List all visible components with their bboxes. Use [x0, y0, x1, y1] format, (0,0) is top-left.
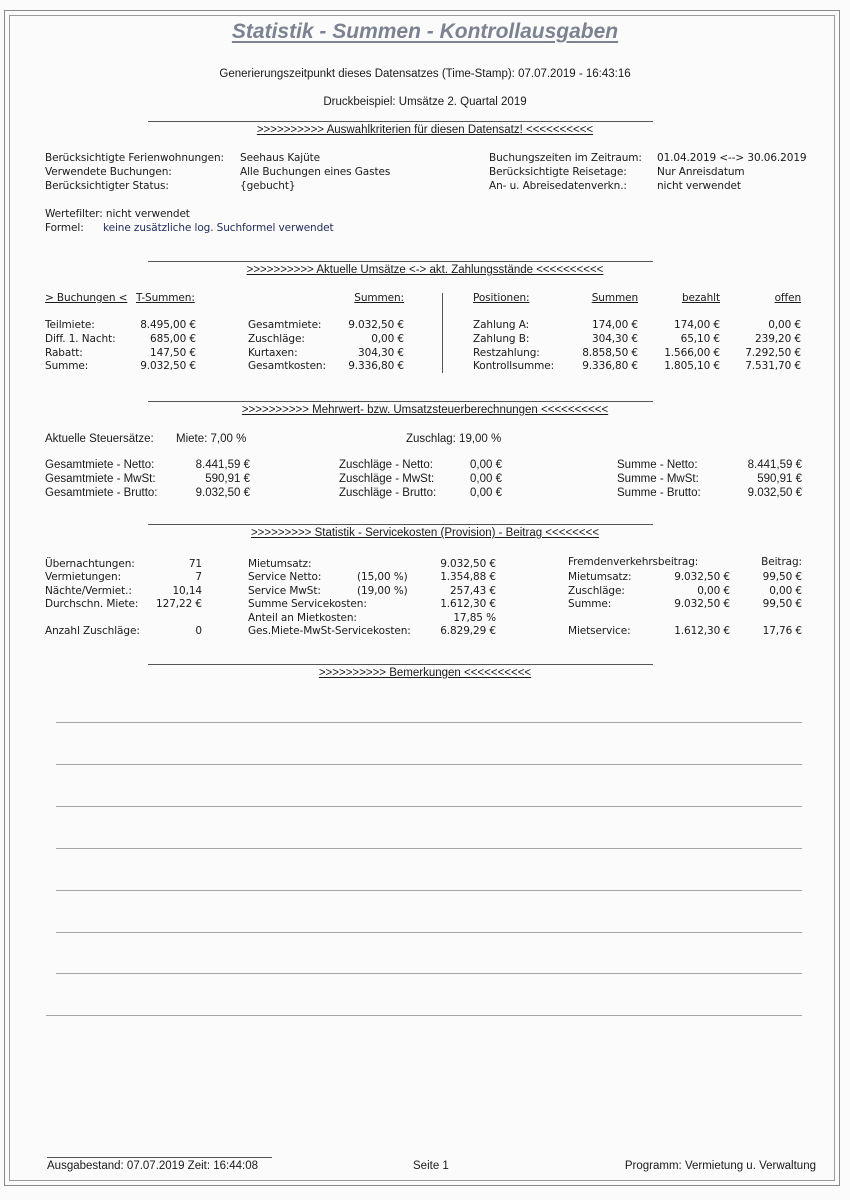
section-heading-criteria: >>>>>>>>>> Auswahlkriterien für diesen Datensatz! <<<<<<<<<< — [256, 124, 594, 136]
tourism-value: 9.032,50 € — [674, 598, 730, 611]
payment-open: 0,00 € — [768, 319, 801, 331]
service-label: Ges.Miete-MwSt-Servicekosten: — [248, 625, 411, 637]
tax-rates-label: Aktuelle Steuersätze: — [45, 433, 154, 445]
tourism-label: Mietumsatz: — [568, 571, 632, 584]
total-tax-label: Summe - Netto: — [617, 459, 698, 471]
remark-line — [56, 973, 802, 974]
stat-label: Nächte/Vermiet.: — [45, 584, 132, 597]
service-label: Service MwSt: — [248, 584, 321, 597]
column-header-bookings: > Buchungen < — [45, 292, 128, 304]
surcharge-tax-label: Zuschläge - Brutto: — [339, 487, 437, 499]
criteria-label: Buchungszeiten im Zeitraum: — [489, 152, 642, 164]
rent-tax-value: 590,91 € — [205, 473, 250, 485]
criteria-value: {gebucht} — [240, 180, 296, 192]
service-value: 17,85 % — [453, 611, 496, 624]
total-tax-value: 590,91 € — [757, 473, 802, 485]
stat-value: 10,14 — [172, 584, 202, 597]
criteria-value: nicht verwendet — [657, 180, 741, 192]
tsum-label: Summe: — [45, 360, 89, 373]
remark-line — [56, 806, 802, 807]
service-label: Anteil an Mietkosten: — [248, 611, 357, 624]
formula-value: keine zusätzliche log. Suchformel verwendet — [103, 222, 334, 234]
stat-label: Vermietungen: — [45, 571, 122, 584]
service-percent: (19,00 %) — [357, 584, 408, 597]
stat-value: 127,22 € — [156, 598, 202, 611]
tourism-fee: 17,76 € — [762, 625, 802, 637]
criteria-label: Berücksichtigte Ferienwohnungen: — [45, 152, 224, 164]
surcharge-tax-label: Zuschläge - MwSt: — [339, 473, 435, 485]
section-heading-service: >>>>>>>>> Statistik - Servicekosten (Provision) - Beitrag <<<<<<<< — [250, 527, 600, 539]
rent-tax-label: Gesamtmiete - Brutto: — [45, 487, 158, 499]
divider — [148, 261, 653, 262]
tourism-label: Mietservice: — [568, 625, 631, 637]
tourism-value: 0,00 € — [697, 584, 730, 597]
payment-label: Zahlung B: — [473, 332, 530, 345]
column-header-sums: Summen: — [354, 292, 404, 304]
rent-tax-label: Gesamtmiete - MwSt: — [45, 473, 156, 485]
sum-value: 9.032,50 € — [348, 319, 404, 331]
service-value: 6.829,29 € — [440, 625, 496, 637]
remark-line — [56, 764, 802, 765]
column-header-tsums: T-Summen: — [136, 292, 195, 304]
payment-label: Zahlung A: — [473, 319, 530, 331]
service-value: 1.612,30 € — [440, 598, 496, 611]
criteria-value: Seehaus Kajüte — [240, 152, 321, 164]
column-separator — [442, 293, 443, 373]
value-filter-line: Wertefilter: nicht verwendet — [45, 208, 190, 220]
rent-tax-label: Gesamtmiete - Netto: — [45, 459, 155, 471]
criteria-label: Verwendete Buchungen: — [45, 166, 172, 178]
sum-label: Gesamtkosten: — [248, 360, 326, 373]
tourism-fee: 99,50 € — [762, 598, 802, 611]
column-header-summen: Summen — [591, 292, 638, 304]
tsum-value: 8.495,00 € — [140, 319, 196, 331]
tsum-value: 9.032,50 € — [140, 360, 196, 373]
stat-value: 7 — [195, 571, 202, 584]
remark-line — [56, 890, 802, 891]
tourism-fee: 0,00 € — [769, 584, 802, 597]
remark-line — [56, 848, 802, 849]
surcharge-tax-label: Zuschläge - Netto: — [339, 459, 433, 471]
tsum-value: 685,00 € — [150, 332, 196, 345]
surcharge-tax-value: 0,00 € — [470, 473, 502, 485]
total-tax-value: 9.032,50 € — [747, 487, 802, 499]
column-header-paid: bezahlt — [681, 292, 720, 304]
service-label: Mietumsatz: — [248, 558, 312, 570]
payment-paid: 65,10 € — [680, 332, 720, 345]
remark-line — [56, 932, 802, 933]
tsum-label: Rabatt: — [45, 346, 83, 359]
tsum-label: Teilmiete: — [45, 319, 95, 331]
criteria-value: 01.04.2019 <--> 30.06.2019 — [657, 152, 807, 164]
section-heading-sales: >>>>>>>>>> Aktuelle Umsätze <-> akt. Zahlungsstände <<<<<<<<<< — [246, 264, 604, 276]
column-header-open: offen — [774, 292, 801, 304]
stat-value: 71 — [188, 558, 202, 570]
payment-sum: 9.336,80 € — [582, 360, 638, 373]
tourism-label: Summe: — [568, 598, 612, 611]
section-heading-remarks: >>>>>>>>>> Bemerkungen <<<<<<<<<< — [318, 667, 532, 679]
payment-paid: 1.566,00 € — [664, 346, 720, 359]
service-percent: (15,00 %) — [357, 571, 408, 584]
criteria-label: Berücksichtigte Reisetage: — [489, 166, 627, 178]
sum-value: 304,30 € — [358, 346, 404, 359]
criteria-label: Berücksichtigter Status: — [45, 180, 169, 192]
payment-label: Kontrollsumme: — [473, 360, 555, 373]
sum-label: Gesamtmiete: — [248, 319, 322, 331]
stat-value: 0 — [195, 625, 202, 637]
payment-open: 7.292,50 € — [745, 346, 801, 359]
footer-program-name: Programm: Vermietung u. Verwaltung — [624, 1160, 816, 1172]
service-label: Summe Servicekosten: — [248, 598, 367, 611]
rent-tax-value: 8.441,59 € — [195, 459, 250, 471]
service-label: Service Netto: — [248, 571, 322, 584]
surcharge-tax-value: 0,00 € — [470, 487, 502, 499]
sum-value: 0,00 € — [371, 332, 404, 345]
rent-tax-value: 9.032,50 € — [195, 487, 250, 499]
tsum-label: Diff. 1. Nacht: — [45, 332, 116, 345]
tourism-fee: 99,50 € — [762, 571, 802, 584]
divider — [148, 121, 653, 122]
tourism-value: 1.612,30 € — [674, 625, 730, 637]
stat-label: Anzahl Zuschläge: — [45, 625, 140, 637]
service-value: 257,43 € — [450, 584, 496, 597]
sum-label: Kurtaxen: — [248, 346, 298, 359]
divider — [148, 664, 653, 665]
criteria-label: An- u. Abreisedatenverkn.: — [489, 180, 627, 192]
remark-line — [56, 722, 802, 723]
tax-rate-surcharge: Zuschlag: 19,00 % — [406, 433, 502, 445]
payment-sum: 304,30 € — [592, 332, 638, 345]
remark-line — [46, 1015, 802, 1016]
stat-label: Übernachtungen: — [45, 558, 135, 570]
service-value: 9.032,50 € — [440, 558, 496, 570]
payment-sum: 174,00 € — [592, 319, 638, 331]
payment-sum: 8.858,50 € — [582, 346, 638, 359]
column-header-positions: Positionen: — [473, 292, 530, 304]
tourism-fee-column-header: Beitrag: — [761, 556, 802, 568]
sum-value: 9.336,80 € — [348, 360, 404, 373]
section-heading-tax: >>>>>>>>>> Mehrwert- bzw. Umsatzsteuerberechnungen <<<<<<<<<< — [241, 404, 609, 416]
divider — [148, 524, 653, 525]
service-value: 1.354,88 € — [440, 571, 496, 584]
total-tax-label: Summe - MwSt: — [617, 473, 699, 485]
tourism-label: Zuschläge: — [568, 584, 625, 597]
criteria-value: Nur Anreisdatum — [657, 166, 745, 178]
surcharge-tax-value: 0,00 € — [470, 459, 502, 471]
payment-open: 7.531,70 € — [745, 360, 801, 373]
timestamp-line: Generierungszeitpunkt dieses Datensatzes (Time-Stamp): 07.07.2019 - 16:43:16 — [219, 68, 631, 80]
payment-paid: 1.805,10 € — [664, 360, 720, 373]
tax-rate-rent: Miete: 7,00 % — [176, 433, 247, 445]
stat-label: Durchschn. Miete: — [45, 598, 139, 611]
payment-open: 239,20 € — [755, 332, 801, 345]
footer-divider — [47, 1157, 272, 1158]
total-tax-value: 8.441,59 € — [747, 459, 802, 471]
page-title: Statistik - Summen - Kontrollausgaben — [231, 20, 619, 43]
divider — [148, 401, 653, 402]
criteria-value: Alle Buchungen eines Gastes — [240, 166, 391, 178]
payment-label: Restzahlung: — [473, 346, 540, 359]
tsum-value: 147,50 € — [150, 346, 196, 359]
payment-paid: 174,00 € — [674, 319, 720, 331]
total-tax-label: Summe - Brutto: — [617, 487, 701, 499]
formula-label: Formel: — [45, 222, 84, 234]
tourism-fee-label: Fremdenverkehrsbeitrag: — [568, 556, 699, 568]
footer-page-number: Seite 1 — [413, 1160, 449, 1172]
example-line: Druckbeispiel: Umsätze 2. Quartal 2019 — [323, 96, 527, 108]
footer-output-status: Ausgabestand: 07.07.2019 Zeit: 16:44:08 — [47, 1160, 258, 1172]
sum-label: Zuschläge: — [248, 332, 305, 345]
tourism-value: 9.032,50 € — [674, 571, 730, 584]
